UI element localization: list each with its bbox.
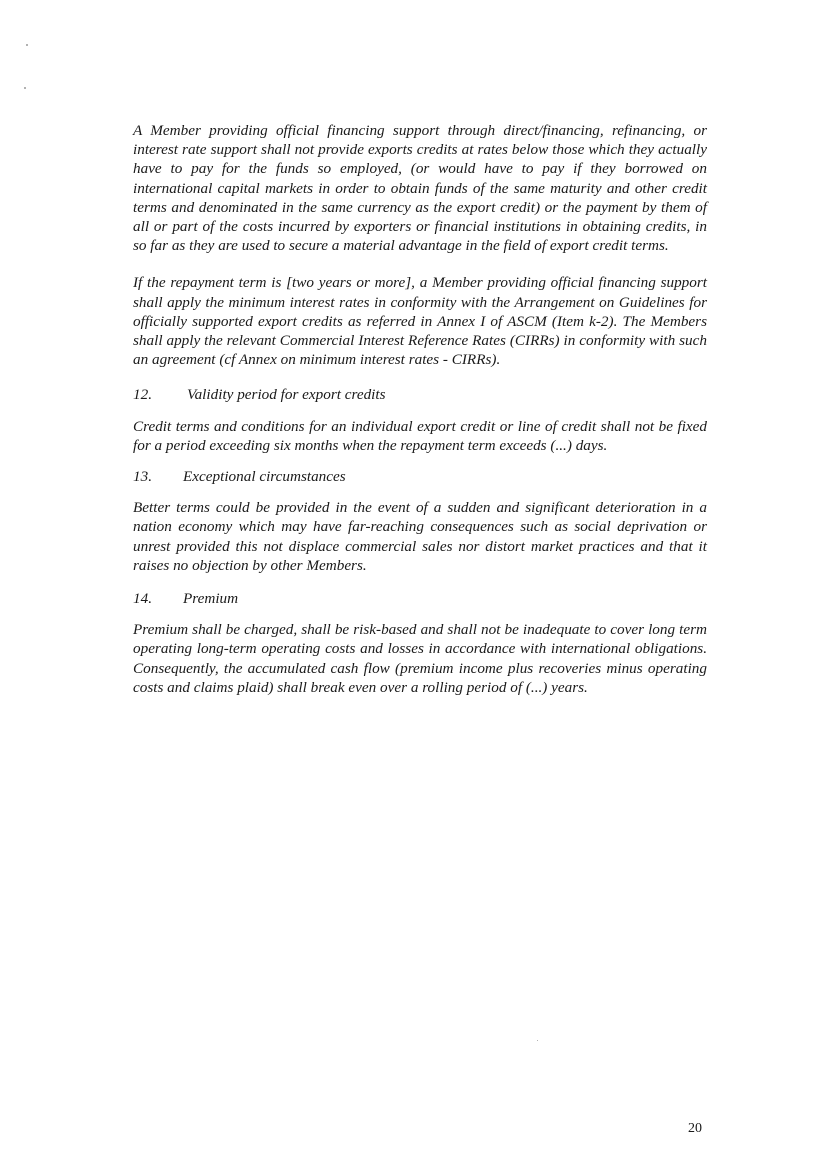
page-number: 20 xyxy=(688,1121,702,1136)
section-number: 12. xyxy=(133,386,152,404)
paragraph-exceptional-circumstances: Better terms could be provided in the event of a sudden and significant deterioration in a nation economy which may have far-reaching consequences such as social deprivation or unrest provided this not displace commercial sales nor distort market practices and that it raises no objection by other Members. xyxy=(133,499,707,574)
section-title: Validity period for export credits xyxy=(187,386,386,404)
section-heading-13 xyxy=(133,467,707,486)
scan-speck xyxy=(26,44,28,46)
paragraph-premium: Premium shall be charged, shall be risk-based and shall not be inadequate to cover long term operating long-term operating costs and losses in accordance with international obligations. Consequently, the accumulated cash flow (premium income plus recoveries minus operating costs and claims plaid) shall break even over a rolling period of (...) years. xyxy=(133,621,707,696)
section-heading-14 xyxy=(133,589,707,608)
scan-speck xyxy=(537,1040,538,1041)
section-heading-12 xyxy=(133,385,707,404)
paragraph-validity-period: Credit terms and conditions for an individual export credit or line of credit shall not be fixed for a period exceeding six months when the repayment term exceeds (...) days. xyxy=(133,417,707,454)
paragraph-official-financing: A Member providing official financing support through direct/financing, refinancing, or interest rate support shall not provide exports credits at rates below those which they actually have to pay for the funds so employed, (or would have to pay if they borrowed on international capital markets in order to obtain funds of the same maturity and other credit terms and denominated in the same currency as the export credit) or the payment by them of all or part of the costs incurred by exporters or financial institutions in obtaining credits, in so far as they are used to secure a material advantage in the field of export credit terms. xyxy=(133,122,707,255)
section-number: 13. xyxy=(133,468,152,486)
paragraph-minimum-interest-rates: If the repayment term is [two years or more], a Member providing official financing support shall apply the minimum interest rates in conformity with the Arrangement on Guidelines for officially supported export credits as referred in Annex I of ASCM (Item k-2). The Members shall apply the relevant Commercial Interest Reference Rates (CIRRs) in conformity with such an agreement (cf Annex on minimum interest rates - CIRRs). xyxy=(133,274,707,369)
scan-speck xyxy=(24,87,26,89)
section-title: Exceptional circumstances xyxy=(183,468,346,486)
section-number: 14. xyxy=(133,590,152,608)
section-title: Premium xyxy=(183,590,239,608)
document-body xyxy=(133,121,707,697)
